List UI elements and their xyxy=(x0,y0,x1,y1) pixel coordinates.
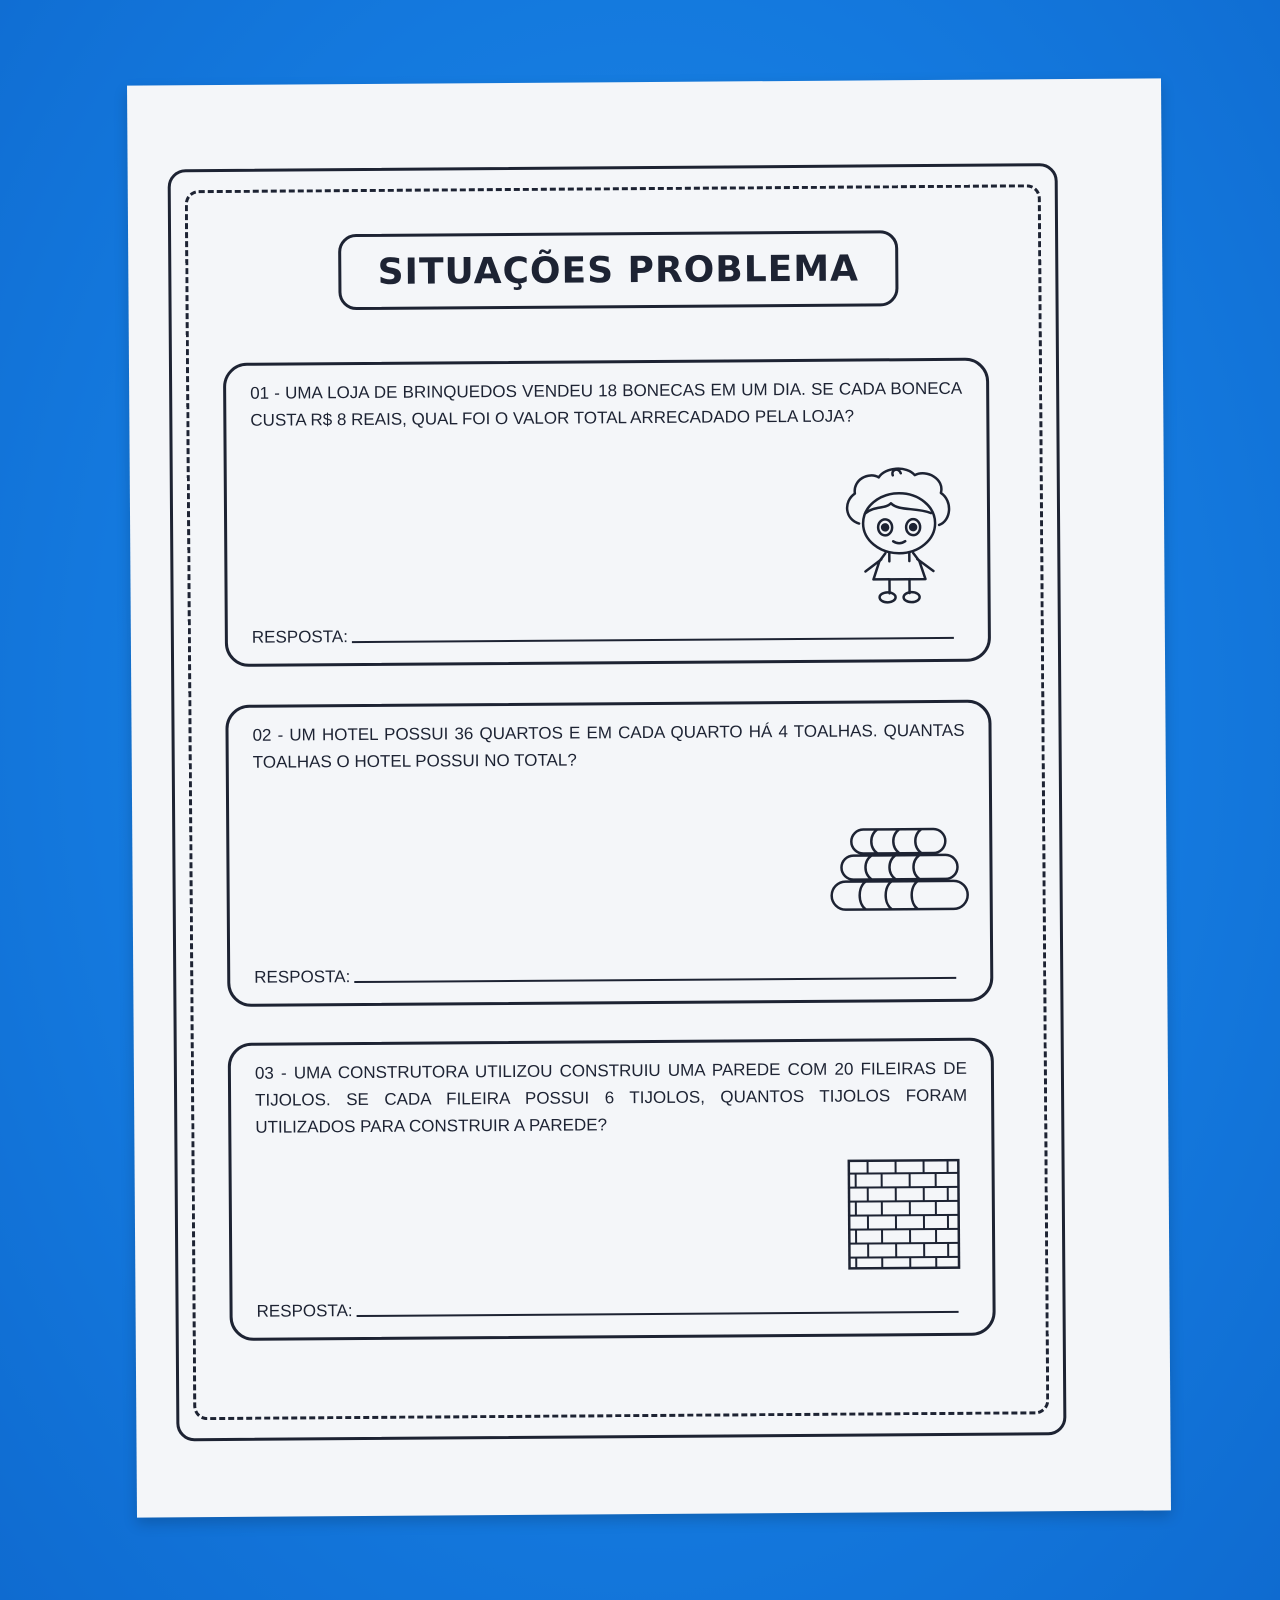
answer-row-3 xyxy=(257,1297,959,1322)
brick-wall-icon xyxy=(848,1159,961,1270)
answer-row-2 xyxy=(254,963,956,988)
answer-row-1 xyxy=(252,623,954,648)
towel-stack-icon xyxy=(829,827,972,914)
answer-label-2: RESPOSTA: xyxy=(254,967,351,987)
page-title: SITUAÇÕES PROBLEMA xyxy=(377,248,860,293)
answer-label-1: RESPOSTA: xyxy=(251,627,348,647)
answer-label-3: RESPOSTA: xyxy=(256,1301,353,1321)
question-card-2 xyxy=(225,700,993,1007)
worksheet-paper xyxy=(127,78,1171,1517)
question-card-1 xyxy=(223,358,991,667)
question-text-2: 02 - UM HOTEL POSSUI 36 QUARTOS E EM CADA QUARTO HÁ 4 TOALHAS. QUANTAS TOALHAS O HOTEL POSSUI NO TOTAL? xyxy=(252,720,965,772)
answer-line-3[interactable] xyxy=(357,1311,959,1317)
doll-icon xyxy=(835,461,964,612)
title-box xyxy=(338,230,899,310)
question-text-3: 03 - UMA CONSTRUTORA UTILIZOU CONSTRUIU UMA PAREDE COM 20 FILEIRAS DE TIJOLOS. SE CADA FILEIRA POSSUI 6 TIJOLOS, QUANTOS TIJOLOS FORAM UTILIZADOS PARA CONSTRUIR A PAREDE? xyxy=(254,1058,968,1137)
answer-line-1[interactable] xyxy=(352,637,954,643)
answer-line-2[interactable] xyxy=(354,977,956,983)
question-card-3 xyxy=(228,1038,996,1341)
question-text-1: 01 - UMA LOJA DE BRINQUEDOS VENDEU 18 BONECAS EM UM DIA. SE CADA BONECA CUSTA R$ 8 REAIS, QUAL FOI O VALOR TOTAL ARRECADADO PELA LOJA? xyxy=(250,378,963,430)
